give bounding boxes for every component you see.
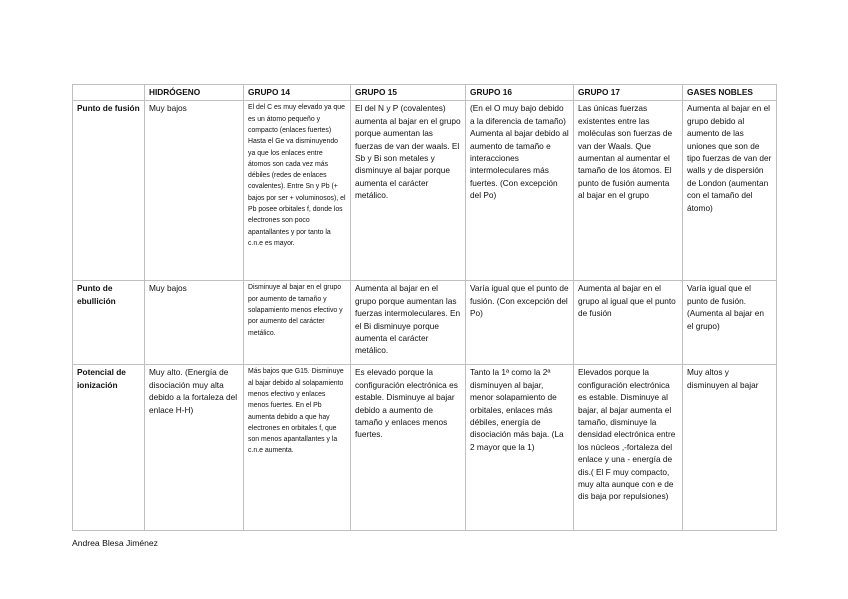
table-cell: Muy bajos xyxy=(145,101,244,281)
table-cell: Aumenta al bajar en el grupo al igual que el punto de fusión xyxy=(574,281,683,365)
header-cell-grupo-14: GRUPO 14 xyxy=(244,85,351,101)
table-cell: Varía igual que el punto de fusión. (Con excepción del Po) xyxy=(466,281,574,365)
table-cell: Aumenta al bajar en el grupo porque aumentan las fuerzas intermoleculares. En el Bi disminuye porque aumenta el carácter metálico. xyxy=(351,281,466,365)
author-name: Andrea Blesa Jiménez xyxy=(72,538,158,548)
table-row-potencial-ionizacion xyxy=(73,365,777,531)
properties-table xyxy=(72,84,777,531)
header-cell-gases-nobles: GASES NOBLES xyxy=(683,85,777,101)
header-cell-grupo-16: GRUPO 16 xyxy=(466,85,574,101)
table-cell: Muy bajos xyxy=(145,281,244,365)
table-cell: Más bajos que G15. Disminuye al bajar debido al solapamiento menos efectivo y enlaces menos fuertes. En el Pb aumenta debido a que hay electrones en orbitales f, que son menos apantallantes y la c.n.e aumenta. xyxy=(244,365,351,531)
table-cell: Varía igual que el punto de fusión. (Aumenta al bajar en el grupo) xyxy=(683,281,777,365)
table-header-row xyxy=(73,85,777,101)
table-cell: El del N y P (covalentes) aumenta al bajar en el grupo porque aumentan las fuerzas de van der waals. El Sb y Bi son metales y disminuye al bajar porque aumenta el carácter metálico. xyxy=(351,101,466,281)
table-cell: Es elevado porque la configuración electrónica es estable. Disminuye al bajar debido a aumento de tamaño y enlaces menos fuertes. xyxy=(351,365,466,531)
table-cell: Muy altos y disminuyen al bajar xyxy=(683,365,777,531)
header-cell-grupo-15: GRUPO 15 xyxy=(351,85,466,101)
header-cell-grupo-17: GRUPO 17 xyxy=(574,85,683,101)
table-cell: Muy alto. (Energía de disociación muy alta debido a la fortaleza del enlace H-H) xyxy=(145,365,244,531)
header-cell-empty xyxy=(73,85,145,101)
header-cell-hidrogeno: HIDRÓGENO xyxy=(145,85,244,101)
table-cell: Las únicas fuerzas existentes entre las moléculas son fuerzas de van der Waals. Que aumentan al aumentar el tamaño de los átomos. El punto de fusión aumenta al bajar en el grupo xyxy=(574,101,683,281)
table-cell: Elevados porque la configuración electrónica es estable. Disminuye al bajar, al bajar aumenta el tamaño, disminuye la densidad electrónica entre los núcleos ,-fortaleza del enlace y una - energía de dis.( El F muy compacto, muy alta aunque con e de dis baja por repulsiones) xyxy=(574,365,683,531)
row-label: Punto de fusión xyxy=(73,101,145,281)
table-cell: El del C es muy elevado ya que es un átomo pequeño y compacto (enlaces fuertes) Hasta el Ge va disminuyendo ya que los enlaces entre átomos son cada vez más débiles (redes de enlaces covalentes). Entre Sn y Pb (+ bajos por ser + voluminosos), el Pb posee orbitales f, donde los electrones son poco apantallantes y por tanto la c.n.e es mayor. xyxy=(244,101,351,281)
table-cell: Tanto la 1ª como la 2ª disminuyen al bajar, menor solapamiento de orbitales, enlaces más débiles, energía de disociación más baja. (La 2 mayor que la 1) xyxy=(466,365,574,531)
table-row-punto-fusion xyxy=(73,101,777,281)
table-cell: (En el O muy bajo debido a la diferencia de tamaño) Aumenta al bajar debido al aumento de tamaño e interacciones intermoleculares más fuertes. (Con excepción del Po) xyxy=(466,101,574,281)
table-cell: Disminuye al bajar en el grupo por aumento de tamaño y solapamiento menos efectivo y por aumento del carácter metálico. xyxy=(244,281,351,365)
table-row-punto-ebullicion xyxy=(73,281,777,365)
row-label: Potencial de ionización xyxy=(73,365,145,531)
row-label: Punto de ebullición xyxy=(73,281,145,365)
table-cell: Aumenta al bajar en el grupo debido al aumento de las uniones que son de tipo fuerzas de van der walls y de dispersión de London (aumentan con el tamaño del átomo) xyxy=(683,101,777,281)
